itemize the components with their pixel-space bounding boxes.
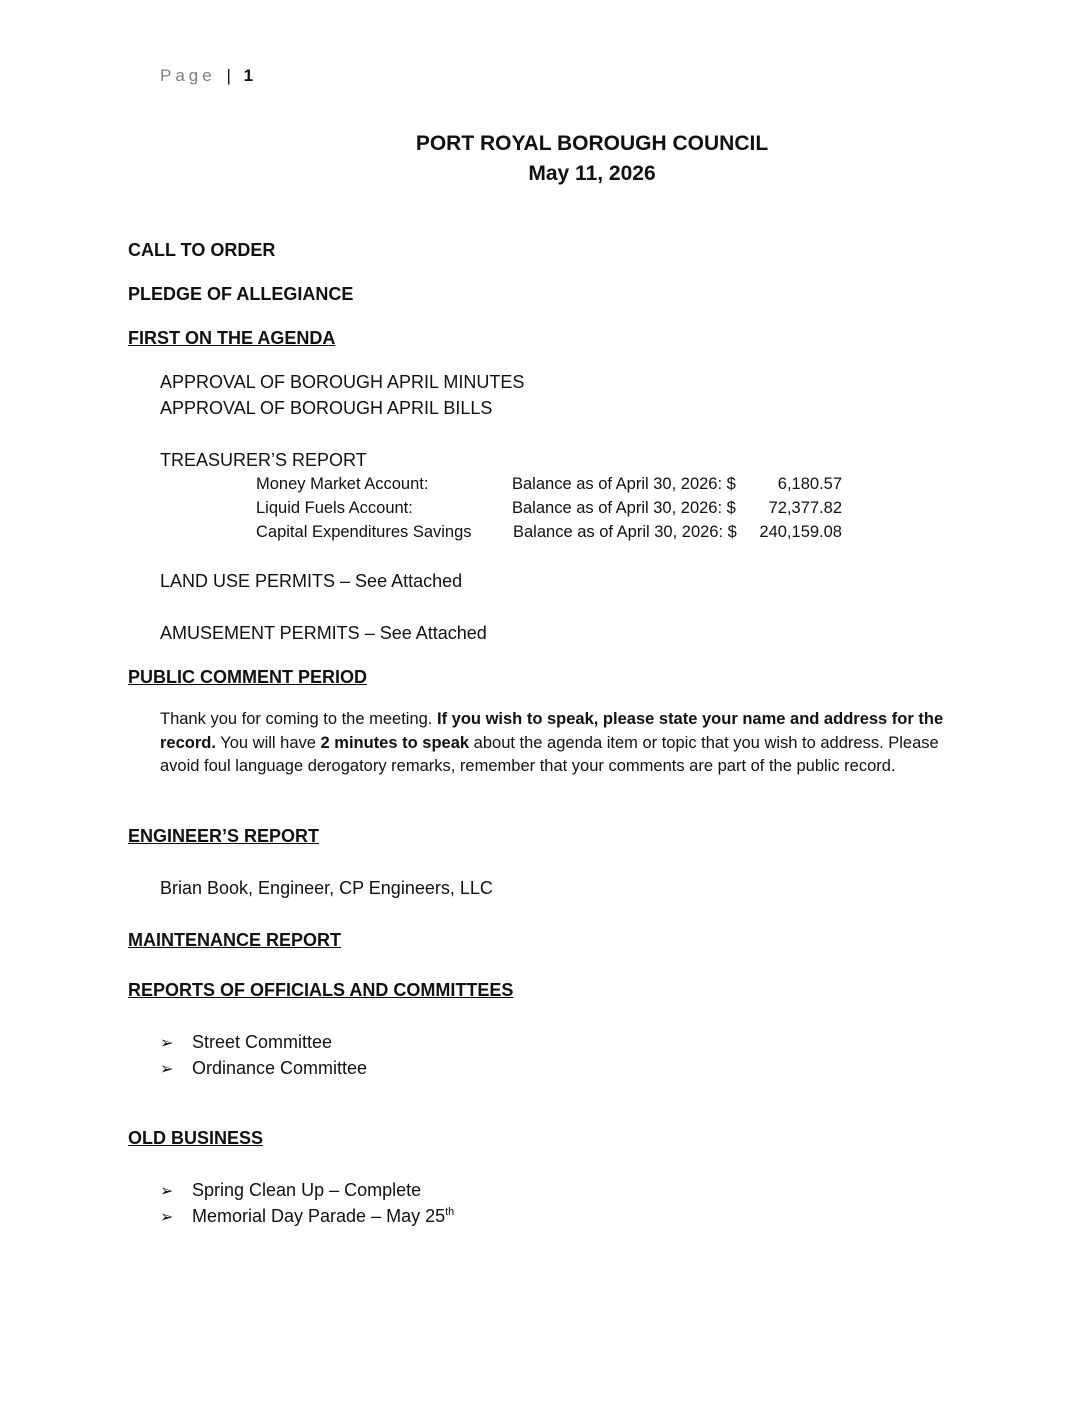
council-title: PORT ROYAL BOROUGH COUNCIL xyxy=(415,132,769,155)
list-item xyxy=(160,1180,421,1201)
heading-engineer-report: ENGINEER’S REPORT xyxy=(128,826,320,846)
heading-call-to-order: CALL TO ORDER xyxy=(128,240,276,260)
engineer-name: Brian Book, Engineer, CP Engineers, LLC xyxy=(160,878,493,898)
meeting-date: May 11, 2026 xyxy=(528,162,656,185)
account-balance-amount: 240,159.08 xyxy=(759,523,842,541)
list-item xyxy=(160,1032,332,1053)
public-comment-paragraph xyxy=(160,708,970,779)
heading-reports-officials: REPORTS OF OFFICIALS AND COMMITTEES xyxy=(128,980,514,1000)
arrow-bullet-icon: ➢ xyxy=(160,1209,174,1226)
account-balance-amount: 6,180.57 xyxy=(777,475,842,493)
committee-name: Street Committee xyxy=(192,1032,333,1052)
old-business-item: Spring Clean Up – Complete xyxy=(192,1180,422,1200)
heading-old-business: OLD BUSINESS xyxy=(128,1128,264,1148)
heading-pledge: PLEDGE OF ALLEGIANCE xyxy=(128,284,354,304)
heading-public-comment: PUBLIC COMMENT PERIOD xyxy=(128,667,368,687)
arrow-bullet-icon: ➢ xyxy=(160,1061,174,1078)
heading-maintenance-report: MAINTENANCE REPORT xyxy=(128,930,342,950)
item-treasurer-report: TREASURER’S REPORT xyxy=(160,450,367,470)
item-land-use-permits: LAND USE PERMITS – See Attached xyxy=(160,571,463,591)
page-word: Page xyxy=(160,66,216,85)
page-number-header xyxy=(160,66,253,86)
ordinal-suffix: th xyxy=(445,1206,455,1218)
list-item xyxy=(160,1058,367,1079)
page-separator: | xyxy=(226,66,231,85)
account-name: Capital Expenditures Savings xyxy=(256,523,472,541)
account-balance-label: Balance as of April 30, 2026: $ xyxy=(512,499,736,517)
account-name: Money Market Account: xyxy=(256,475,429,493)
account-balance-label: Balance as of April 30, 2026: $ xyxy=(513,523,737,541)
account-balance-amount: 72,377.82 xyxy=(768,499,842,517)
item-amusement-permits: AMUSEMENT PERMITS – See Attached xyxy=(160,623,487,643)
committee-name: Ordinance Committee xyxy=(192,1058,368,1078)
comment-text: You will have xyxy=(215,733,321,752)
page-number: 1 xyxy=(243,66,254,85)
comment-bold-text: 2 minutes to speak xyxy=(320,733,470,752)
arrow-bullet-icon: ➢ xyxy=(160,1183,174,1200)
comment-text: Thank you for coming to the meeting. xyxy=(160,710,437,728)
account-balance-label: Balance as of April 30, 2026: $ xyxy=(512,475,736,493)
arrow-bullet-icon: ➢ xyxy=(160,1035,174,1052)
list-item xyxy=(160,1206,454,1227)
heading-first-agenda: FIRST ON THE AGENDA xyxy=(128,328,336,348)
account-name: Liquid Fuels Account: xyxy=(256,499,413,517)
comment-text: about the agenda item or topic that you wish to address. Please avoid foul language derogatory remarks, remember that your comments are part of the public record. xyxy=(160,733,939,775)
old-business-item: Memorial Day Parade – May 25 xyxy=(192,1206,446,1226)
item-approval-minutes: APPROVAL OF BOROUGH APRIL MINUTES xyxy=(160,372,525,392)
item-approval-bills: APPROVAL OF BOROUGH APRIL BILLS xyxy=(160,398,493,418)
comment-bold-text: If you wish to speak, please state your name and address for the record. xyxy=(160,710,944,752)
